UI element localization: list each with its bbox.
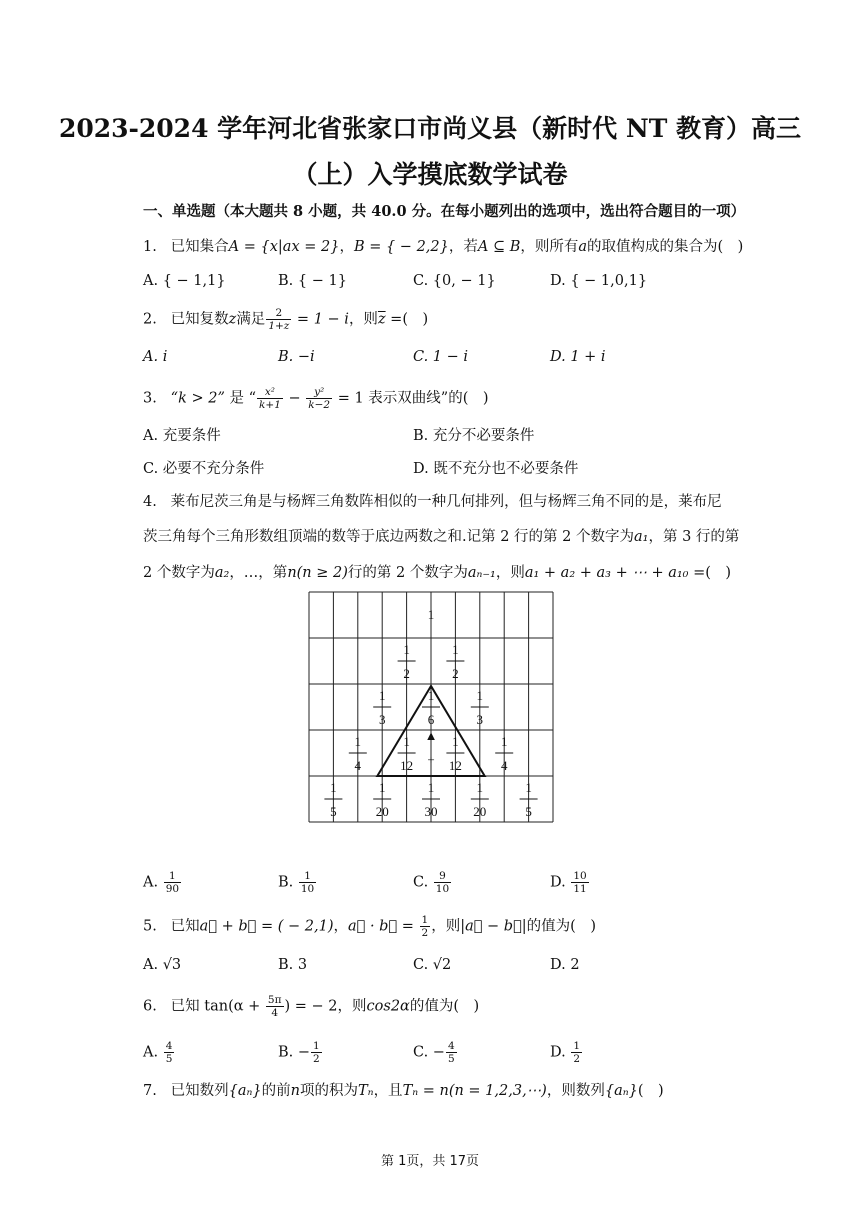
q1-option-a[interactable]: A. { − 1,1} (143, 273, 226, 289)
q4-n-cond: n(n ≥ 2) (287, 565, 348, 581)
q4-option-c-label: C. (413, 874, 429, 891)
q5-sum: a⃗ + b⃗ = ( − 2,1) (199, 918, 334, 935)
triangle-entry-r2-1-den: 2 (403, 666, 410, 681)
q1-text: ，则所有 (520, 239, 579, 255)
q7-n: n (290, 1083, 300, 1099)
triangle-entry-r5-2-num: 1 (378, 780, 386, 795)
q5-option-b[interactable]: B. 3 (278, 957, 308, 973)
q3-fraction-1: $\frac{\text{x²}}{k+1}$ (259, 386, 281, 411)
q7-text: 已知数列 (170, 1083, 229, 1099)
q4-an-1: aₙ₋₁ (467, 565, 496, 581)
q3-option-b[interactable]: B. 充分不必要条件 (413, 428, 535, 444)
q2-option-a[interactable]: A. i (143, 349, 168, 365)
question-2 (143, 307, 428, 332)
question-7 (143, 1080, 664, 1102)
q5-option-d[interactable]: D. 2 (550, 957, 580, 973)
leibniz-triangle-figure (308, 591, 554, 823)
q2-z: z (228, 311, 237, 328)
q5-number: 5. (143, 918, 157, 935)
q6-option-d-label: D. (550, 1044, 566, 1061)
q5-abs: |a⃗ − b⃗| (460, 918, 527, 935)
up-arrow-icon: ▲ (424, 728, 438, 743)
q3-text: “ (248, 390, 257, 407)
q3-option-a[interactable]: A. 充要条件 (143, 428, 221, 444)
section-heading: 一、单选题（本大题共 8 小题，共 40.0 分。在每小题列出的选项中，选出符合题目的一项） (143, 203, 746, 220)
q4-text: =( ) (688, 565, 732, 581)
question-4-line1 (143, 491, 722, 513)
triangle-entry-r3-3-num: 1 (476, 688, 484, 703)
q5-text: ， (333, 918, 348, 935)
q2-text: ，则 (348, 311, 378, 328)
q1-var: a (578, 239, 588, 255)
q6-fraction: $\frac{5\pi}{4}$ (267, 994, 282, 1019)
triangle-entry-r5-2-den: 20 (375, 804, 389, 819)
q3-condition: “k > 2” (170, 390, 225, 407)
q4-text: ，则 (495, 565, 525, 581)
q4-a2: a₂ (214, 565, 230, 581)
q1-set-a: A = {x|ax = 2} (228, 239, 340, 255)
triangle-entry-r5-3-num: 1 (427, 780, 435, 795)
plus-sign: + (427, 752, 435, 767)
q6-number: 6. (143, 998, 157, 1015)
exam-title-line2: （上）入学摸底数学试卷 (292, 160, 568, 189)
q7-seq2: {aₙ} (604, 1083, 638, 1099)
triangle-entry-r4-1-num: 1 (354, 734, 362, 749)
triangle-entry-r5-5-num: 1 (525, 780, 532, 795)
triangle-entry-r4-3-den: 12 (448, 758, 462, 773)
q1-text: 的取值构成的集合为( ) (587, 239, 744, 255)
q4-option-d-label: D. (550, 874, 566, 891)
triangle-entry-r5-1-den: 5 (330, 804, 337, 819)
q3-option-d[interactable]: D. 既不充分也不必要条件 (413, 461, 579, 477)
q2-option-c[interactable]: C. 1 − i (413, 349, 469, 365)
triangle-entry-r5-3-den: 30 (424, 804, 438, 819)
q5-text: 已知 (170, 918, 200, 935)
q2-rhs: = 1 − i (292, 311, 349, 328)
question-5 (143, 914, 596, 939)
q6-option-d[interactable]: D. $\frac{1}{2}$ (550, 1040, 581, 1065)
triangle-entry-r4-3-num: 1 (452, 734, 459, 749)
q1-option-c[interactable]: C. {0, − 1} (413, 273, 496, 289)
q7-tn: Tₙ (358, 1083, 374, 1099)
q7-text: ，且 (373, 1083, 403, 1099)
triangle-entry-r5-4-den: 20 (473, 804, 487, 819)
triangle-entry-r3-1-den: 3 (378, 712, 386, 727)
triangle-entry-r4-4-num: 1 (500, 734, 508, 749)
triangle-entry-r5-4-num: 1 (476, 780, 484, 795)
q3-text: 是 (229, 390, 244, 407)
q3-option-c[interactable]: C. 必要不充分条件 (143, 461, 265, 477)
q5-fraction: $\frac{1}{2}$ (421, 914, 429, 939)
q2-text: =( ) (385, 311, 429, 328)
triangle-entry-r3-2-num: 1 (427, 688, 435, 703)
q7-text: 项的积为 (300, 1083, 358, 1099)
triangle-top-value: 1 (427, 607, 435, 622)
triangle-entry-r2-2-den: 2 (452, 666, 459, 681)
q4-option-b-label: B. (278, 874, 294, 891)
q2-zbar: $\overline{z}$ (377, 311, 386, 328)
q6-option-b-label: B. (278, 1044, 294, 1061)
triangle-entry-r3-1-num: 1 (378, 688, 386, 703)
q7-text: 的前 (261, 1083, 291, 1099)
q5-text: ，则 (431, 918, 461, 935)
q4-option-c[interactable]: C. $\frac{9}{10}$ (413, 870, 450, 895)
q2-option-d[interactable]: D. 1 + i (550, 349, 606, 365)
q1-text: ， (339, 239, 354, 255)
q7-seq: {aₙ} (228, 1083, 262, 1099)
q7-def: Tₙ = n(n = 1,2,3,⋯) (402, 1083, 547, 1099)
q3-text: 表示双曲线”的( ) (368, 390, 489, 407)
q6-option-a-label: A. (143, 1044, 159, 1061)
q5-option-c[interactable]: C. √2 (413, 957, 452, 973)
triangle-entry-r5-5-den: 5 (525, 804, 532, 819)
q6-tan: tan(α + (204, 998, 265, 1015)
q4-option-d[interactable]: D. $\frac{10}{11}$ (550, 870, 587, 895)
q6-option-c[interactable]: C. − $\frac{4}{5}$ (413, 1040, 455, 1065)
triangle-entry-r3-3-den: 3 (476, 712, 484, 727)
triangle-entry-r4-4-den: 4 (500, 758, 508, 773)
q3-minus: − (283, 390, 306, 407)
q3-eq: = 1 (333, 390, 364, 407)
triangle-entry-r2-1-num: 1 (403, 642, 410, 657)
triangle-entry-r5-1-num: 1 (330, 780, 337, 795)
q7-number: 7. (143, 1083, 157, 1099)
q6-text: ，则 (337, 998, 367, 1015)
q7-text: ，则数列 (546, 1083, 605, 1099)
q1-text: ，若 (448, 239, 478, 255)
triangle-entry-r3-2-den: 6 (427, 712, 435, 727)
q1-text: 已知集合 (170, 239, 229, 255)
triangle-entry-r2-2-num: 1 (452, 642, 459, 657)
q4-option-a[interactable]: A. $\frac{1}{90}$ (143, 870, 180, 895)
q2-text: 满足 (236, 311, 266, 328)
q4-text: 2 个数字为 (143, 565, 215, 581)
q1-subset: A ⊆ B (477, 239, 521, 255)
q6-option-a[interactable]: A. $\frac{4}{5}$ (143, 1040, 173, 1065)
q1-number: 1. (143, 239, 157, 255)
q2-option-b[interactable]: B. −i (278, 349, 315, 365)
q6-option-b[interactable]: B. − $\frac{1}{2}$ (278, 1040, 320, 1065)
q7-text: ( ) (637, 1083, 664, 1099)
question-3 (143, 386, 489, 411)
q4-option-b[interactable]: B. $\frac{1}{10}$ (278, 870, 315, 895)
q3-fraction-2: $\frac{\text{y²}}{k-2}$ (308, 386, 331, 411)
q1-option-b[interactable]: B. { − 1} (278, 273, 347, 289)
q6-tan-end: ) = − 2 (284, 998, 338, 1015)
question-4-line2 (143, 526, 739, 548)
triangle-entry-r4-1-den: 4 (354, 758, 362, 773)
q6-option-c-label: C. (413, 1044, 429, 1061)
q2-number: 2. (143, 311, 157, 328)
triangle-entry-r4-2-num: 1 (403, 734, 410, 749)
question-1 (143, 236, 743, 258)
q4-text: 行的第 2 个数字为 (347, 565, 468, 581)
q5-option-a[interactable]: A. √3 (143, 957, 182, 973)
q1-option-d[interactable]: D. { − 1,0,1} (550, 273, 648, 289)
q6-text: 的值为( ) (409, 998, 480, 1015)
q4-number: 4. (143, 494, 157, 510)
exam-title-line1: 2023-2024 学年河北省张家口市尚义县（新时代 NT 教育）高三 (58, 114, 802, 143)
q4-a1: a₁ (634, 529, 649, 545)
page-footer: 第 1页，共 17页 (380, 1154, 480, 1169)
q4-text: ，第 3 行的第 (648, 529, 740, 545)
q4-text: 茨三角每个三角形数组顶端的数等于底边两数之和.记第 2 行的第 2 个数字为 (143, 529, 634, 545)
triangle-entry-r4-2-den: 12 (400, 758, 414, 773)
q5-dot: a⃗ · b⃗ = (347, 918, 419, 935)
question-6 (143, 994, 479, 1019)
q4-text: ，…，第 (229, 565, 288, 581)
q2-text: 已知复数 (170, 311, 229, 328)
q4-sum: a₁ + a₂ + a₃ + ⋯ + a₁₀ (524, 565, 689, 581)
q4-text: 莱布尼茨三角是与杨辉三角数阵相似的一种几何排列，但与杨辉三角不同的是，莱布尼 (170, 494, 722, 510)
q6-text: 已知 (170, 998, 200, 1015)
q1-set-b: B = { − 2,2} (353, 239, 449, 255)
question-4-line3 (143, 562, 731, 584)
q3-number: 3. (143, 390, 157, 407)
q2-fraction: $\frac{2}{1+z}$ (268, 307, 290, 332)
q6-cos: cos2α (366, 998, 410, 1015)
q5-text: 的值为( ) (526, 918, 596, 935)
q4-option-a-label: A. (143, 874, 159, 891)
